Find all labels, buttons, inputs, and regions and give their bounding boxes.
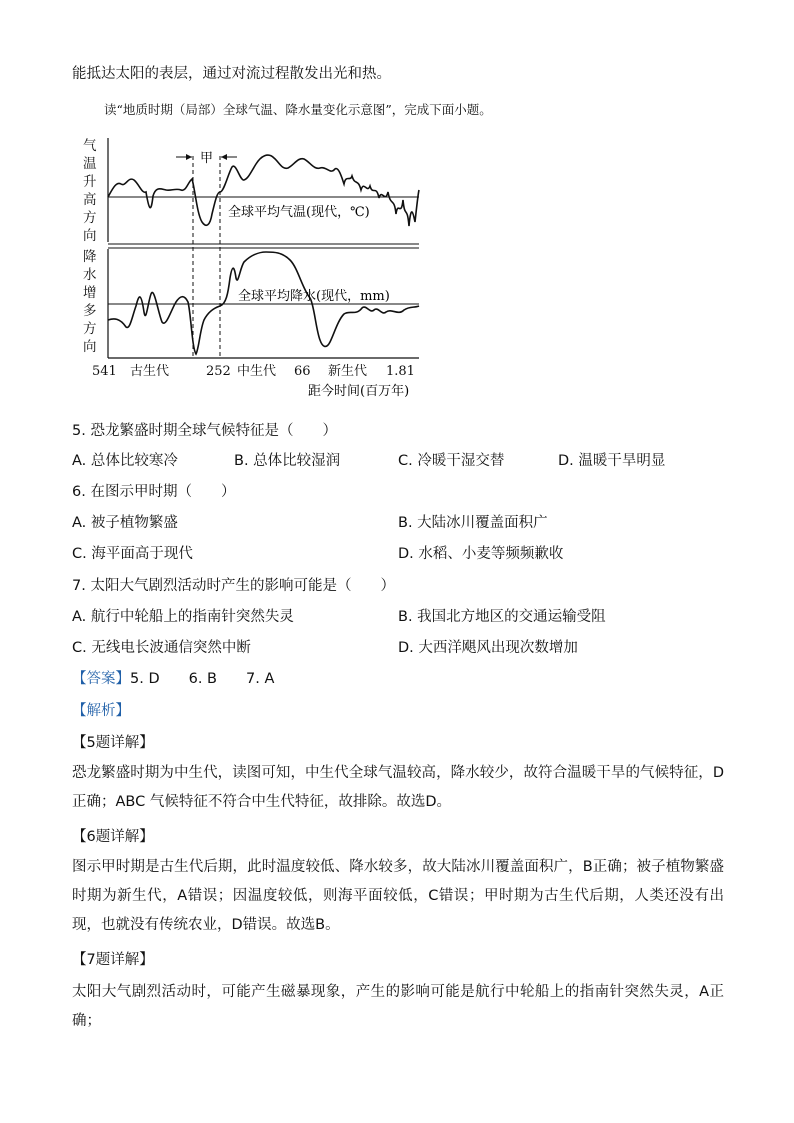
q5-option-b[interactable]: B. 总体比较湿润	[234, 453, 341, 469]
x-axis-title: 距今时间(百万年)	[308, 384, 410, 399]
question-6-stem: 6. 在图示甲时期（ ）	[72, 484, 236, 500]
q7-option-d[interactable]: D. 大西洋飓风出现次数增加	[398, 640, 578, 656]
q5-option-d[interactable]: D. 温暖干旱明显	[558, 453, 666, 469]
climate-figure	[76, 134, 426, 402]
q7-option-a[interactable]: A. 航行中轮船上的指南针突然失灵	[72, 609, 294, 625]
precip-axis-char: 水	[83, 267, 97, 283]
temp-axis-char: 升	[83, 174, 97, 190]
answer-line	[72, 669, 274, 689]
detail-5-text: 恐龙繁盛时期为中生代，读图可知，中生代全球气温较高，降水较少，故符合温暖干旱的气候特征，D正确；ABC 气候特征不符合中生代特征，故排除。故选D。	[72, 765, 724, 810]
q6-option-d[interactable]: D. 水稻、小麦等频频歉收	[398, 546, 564, 562]
q7-option-b[interactable]: B. 我国北方地区的交通运输受阻	[398, 609, 606, 625]
q6-option-c[interactable]: C. 海平面高于现代	[72, 546, 193, 562]
q5-option-a[interactable]: A. 总体比较寒冷	[72, 453, 178, 469]
precip-axis-char: 降	[83, 249, 97, 265]
precip-axis-char: 增	[83, 285, 97, 301]
temp-axis-char: 温	[83, 156, 97, 172]
q6-option-a[interactable]: A. 被子植物繁盛	[72, 515, 178, 531]
x-tick: 中生代	[237, 364, 277, 379]
x-tick: 252	[206, 364, 231, 379]
q6-option-b[interactable]: B. 大陆冰川覆盖面积广	[398, 515, 548, 531]
q7-option-c[interactable]: C. 无线电长波通信突然中断	[72, 640, 251, 656]
precip-axis-char: 方	[83, 321, 97, 337]
detail-7-tag: 【7题详解】	[72, 952, 154, 968]
analysis-tag: 【解析】	[72, 703, 130, 719]
question-7-stem: 7. 太阳大气剧烈活动时产生的影响可能是（ ）	[72, 578, 395, 594]
x-tick: 新生代	[328, 364, 368, 379]
q5-option-c[interactable]: C. 冷暖干湿交替	[398, 453, 505, 469]
jia-label: 甲	[200, 151, 214, 166]
question-5-stem: 5. 恐龙繁盛时期全球气候特征是（ ）	[72, 423, 337, 439]
answer-values: 5. D 6. B 7. A	[130, 671, 275, 687]
precip-baseline-label: 全球平均降水(现代，mm)	[238, 289, 390, 304]
precip-axis-char: 多	[83, 303, 97, 319]
x-tick: 古生代	[130, 364, 170, 379]
precip-axis-char: 向	[83, 339, 97, 355]
temp-axis-char: 向	[83, 228, 97, 244]
temp-baseline-label: 全球平均气温(现代，℃)	[228, 205, 370, 220]
answer-tag: 【答案】	[72, 671, 130, 687]
detail-7-text: 太阳大气剧烈活动时，可能产生磁暴现象，产生的影响可能是航行中轮船上的指南针突然失灵，A正确；	[72, 984, 724, 1029]
x-tick: 1.81	[386, 364, 415, 379]
x-tick: 541	[92, 364, 117, 379]
detail-6-tag: 【6题详解】	[72, 829, 154, 845]
temp-axis-char: 气	[83, 138, 97, 154]
temp-axis-char: 方	[83, 210, 97, 226]
detail-5-tag: 【5题详解】	[72, 735, 154, 751]
x-tick: 66	[294, 364, 311, 379]
detail-6-text: 图示甲时期是古生代后期，此时温度较低、降水较多，故大陆冰川覆盖面积广，B正确；被子植物繁盛时期为新生代，A错误；因温度较低，则海平面较低，C错误；甲时期为古生代后期，人类还没有出现，也就没有传统农业，D错误。故选B。	[72, 859, 724, 933]
intro-line: 能抵达太阳的表层，通过对流过程散发出光和热。	[72, 66, 391, 82]
figure-instruction: 读“地质时期（局部）全球气温、降水量变化示意图”，完成下面小题。	[104, 102, 492, 117]
temp-axis-char: 高	[83, 192, 97, 208]
